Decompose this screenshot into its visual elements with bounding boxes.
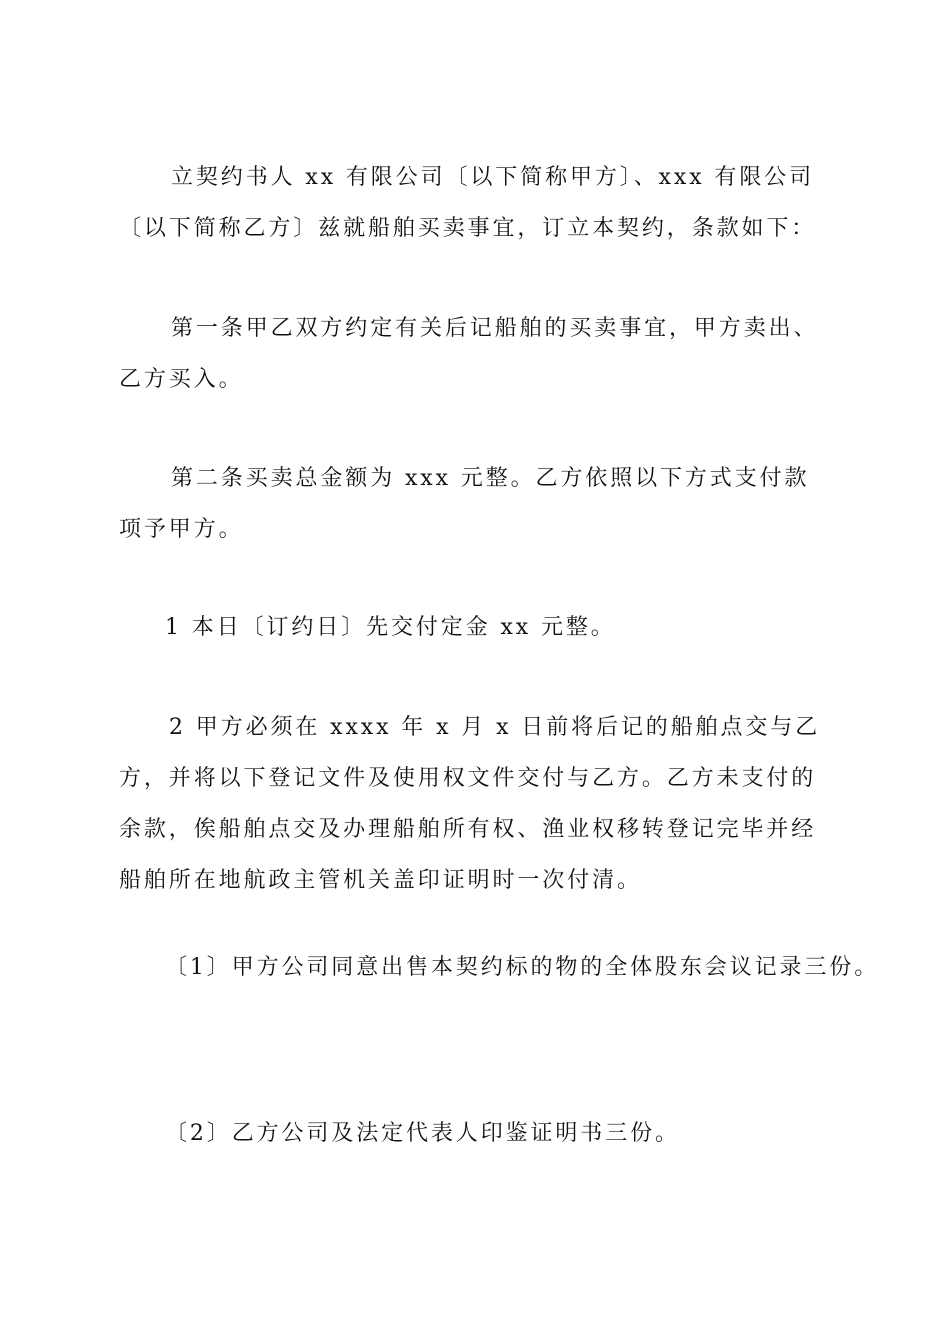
article-2-paragraph: 第二条买卖总金额为 xxx 元整。乙方依照以下方式支付款项予甲方。 xyxy=(119,466,810,542)
article-1-paragraph: 第一条甲乙双方约定有关后记船舶的买卖事宜，甲方卖出、乙方买入。 xyxy=(119,316,819,392)
delivery-clause-paragraph: 2 甲方必须在 xxxx 年 x 月 x 日前将后记的船舶点交与乙方，并将以下登记文件及使用权文件交付与乙方。乙方未支付的余款，俟船舶点交及办理船舶所有权、渔业权移转登记完毕并经船舶所在地航政主管机关盖印证明时一次付清。 xyxy=(119,715,821,893)
document-list-item-1: 〔1〕甲方公司同意出售本契约标的物的全体股东会议记录三份。 xyxy=(165,955,880,980)
document-list-item-2: 〔2〕乙方公司及法定代表人印鉴证明书三份。 xyxy=(165,1121,680,1146)
contract-intro-paragraph: 立契约书人 xx 有限公司〔以下简称甲方〕、xxx 有限公司〔以下简称乙方〕兹就船舶买卖事宜，订立本契约，条款如下： xyxy=(119,165,817,241)
deposit-clause-paragraph: 1 本日〔订约日〕先交付定金 xx 元整。 xyxy=(165,615,616,640)
